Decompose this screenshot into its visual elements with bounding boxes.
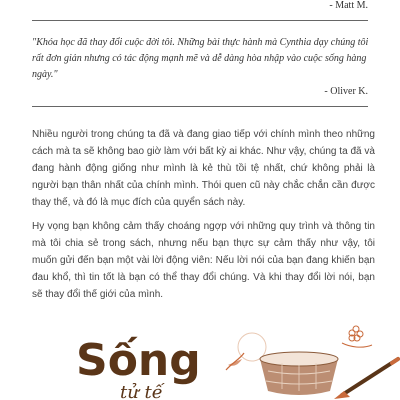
body-paragraph-1: Nhiều người trong chúng ta đã và đang giao tiếp với chính mình theo những cách mà ta sẽ không bao giờ làm với bất kỳ ai khác. Như vậy, chúng ta đã và đang hành động giống như mình là kẻ thù tồi tệ nhất, chứ không phải là người bạn thân nhất của chính mình. Thói quen cũ này chắc chắn cần được thay thế, và đó là mục đích của quyển sách này. xyxy=(32,129,375,208)
branch-icon xyxy=(342,343,372,347)
bottom-divider xyxy=(32,106,368,107)
book-title: Sống xyxy=(76,335,201,386)
tea-bowl-icon xyxy=(260,352,338,395)
top-divider xyxy=(32,20,368,21)
leaf-icon-2 xyxy=(228,359,242,366)
book-subtitle: tử tế xyxy=(120,382,163,400)
testimonial-quote: "Khóa học đã thay đổi cuộc đời tôi. Những bài thực hành mà Cynthia dạy chúng tôi rất đơn giản nhưng có tác động mạnh mẽ và dễ dàng hòa nhập vào cuộc sống hàng ngày." xyxy=(32,37,369,80)
previous-testimonial-author: - Matt M. xyxy=(329,0,368,11)
tea-bowl-illustration xyxy=(222,325,400,400)
flower-icon xyxy=(349,326,363,341)
whisk-brush-icon xyxy=(334,359,398,399)
body-paragraph-2: Hy vọng bạn không cảm thấy choáng ngợp với những quy trình và thông tin mà tôi chia sẻ trong sách, nhưng nếu bạn thực sự cảm thấy như vậy, tôi muốn gửi đến bạn một vài lời động viên: Nếu lời nói của bạn đang khiến bạn đau khổ, thì tin tốt là bạn có thể thay đổi chúng. Và khi thay đổi lời nói, bạn sẽ thay đổi thế giới của mình. xyxy=(32,221,375,300)
leaf-icon xyxy=(226,353,244,370)
testimonial-author: - Oliver K. xyxy=(324,86,368,97)
